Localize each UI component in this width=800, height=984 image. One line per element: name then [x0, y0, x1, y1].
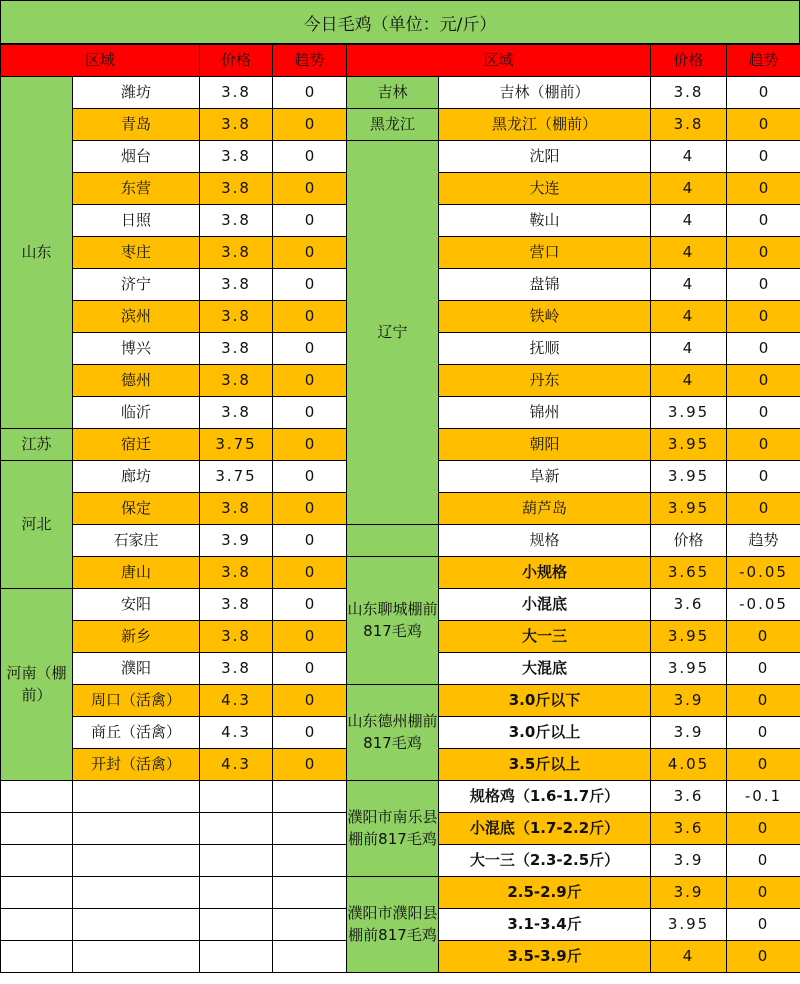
trend-cell: 0	[273, 589, 347, 621]
price-cell: 4.3	[200, 717, 273, 749]
trend-cell: 0	[727, 685, 800, 717]
city-cell: 阜新	[439, 461, 651, 493]
price-cell: 4	[651, 301, 727, 333]
spec-cell: 2.5-2.9斤	[439, 877, 651, 909]
city-cell: 抚顺	[439, 333, 651, 365]
left-price-table	[0, 44, 347, 973]
price-cell: 3.8	[200, 621, 273, 653]
city-cell: 潍坊	[73, 77, 200, 109]
city-cell: 葫芦岛	[439, 493, 651, 525]
price-cell: 3.9	[200, 525, 273, 557]
trend-cell: 0	[273, 461, 347, 493]
price-cell: 3.9	[651, 717, 727, 749]
trend-header: 趋势	[727, 45, 800, 77]
trend-cell: 0	[273, 493, 347, 525]
table-row	[347, 141, 800, 173]
trend-cell: -0.05	[727, 557, 800, 589]
trend-cell: 0	[727, 909, 800, 941]
price-cell: 3.95	[651, 909, 727, 941]
price-cell: 3.8	[200, 205, 273, 237]
trend-cell: 0	[727, 397, 800, 429]
price-cell: 3.8	[200, 653, 273, 685]
spec-header-row	[347, 525, 800, 557]
trend-cell: 0	[273, 269, 347, 301]
price-cell: 3.95	[651, 493, 727, 525]
spec-cell: 3.5斤以上	[439, 749, 651, 781]
sheet-title: 今日毛鸡（单位：元/斤）	[0, 0, 800, 44]
province-cell: 河北	[1, 461, 73, 589]
city-cell: 商丘（活禽）	[73, 717, 200, 749]
trend-cell: 0	[727, 717, 800, 749]
trend-cell: 0	[727, 173, 800, 205]
trend-cell: 0	[727, 461, 800, 493]
city-cell: 东营	[73, 173, 200, 205]
city-cell: 德州	[73, 365, 200, 397]
trend-cell: 0	[273, 653, 347, 685]
trend-cell: 0	[273, 365, 347, 397]
empty-cell	[1, 813, 73, 845]
table-row	[1, 77, 347, 109]
price-cell: 3.95	[651, 397, 727, 429]
city-cell: 济宁	[73, 269, 200, 301]
trend-cell: -0.1	[727, 781, 800, 813]
trend-cell: 0	[727, 941, 800, 973]
table-row	[347, 109, 800, 141]
spec-group-label: 濮阳市濮阳县棚前817毛鸡	[347, 877, 439, 973]
price-cell: 4	[651, 141, 727, 173]
region-header: 区域	[1, 45, 200, 77]
city-cell: 日照	[73, 205, 200, 237]
spec-cell: 3.1-3.4斤	[439, 909, 651, 941]
price-cell: 4.3	[200, 749, 273, 781]
city-cell: 铁岭	[439, 301, 651, 333]
spec-cell: 3.5-3.9斤	[439, 941, 651, 973]
trend-cell: 0	[727, 301, 800, 333]
city-cell: 营口	[439, 237, 651, 269]
price-cell: 3.8	[200, 237, 273, 269]
price-cell: 3.65	[651, 557, 727, 589]
trend-cell: 0	[273, 717, 347, 749]
city-cell: 开封（活禽）	[73, 749, 200, 781]
price-cell: 3.95	[651, 621, 727, 653]
city-cell: 锦州	[439, 397, 651, 429]
price-cell: 3.75	[200, 429, 273, 461]
price-cell: 3.8	[200, 301, 273, 333]
city-cell: 烟台	[73, 141, 200, 173]
price-cell: 3.8	[200, 557, 273, 589]
city-cell: 滨州	[73, 301, 200, 333]
trend-cell: 0	[727, 877, 800, 909]
price-cell: 3.8	[200, 109, 273, 141]
price-cell: 3.8	[200, 397, 273, 429]
price-cell: 4	[651, 237, 727, 269]
empty-row	[1, 813, 347, 845]
trend-cell: 0	[727, 653, 800, 685]
trend-cell: 0	[727, 109, 800, 141]
empty-cell	[200, 813, 273, 845]
spec-row	[347, 877, 800, 909]
province-cell: 黑龙江	[347, 109, 439, 141]
price-cell: 4	[651, 173, 727, 205]
spec-cell: 小混底	[439, 589, 651, 621]
spec-group-label: 濮阳市南乐县棚前817毛鸡	[347, 781, 439, 877]
price-cell: 3.8	[200, 173, 273, 205]
trend-cell: 0	[273, 333, 347, 365]
price-cell: 4.05	[651, 749, 727, 781]
trend-cell: 0	[273, 397, 347, 429]
empty-cell	[73, 909, 200, 941]
province-cell: 河南（棚前）	[1, 589, 73, 781]
trend-cell: 0	[273, 77, 347, 109]
empty-cell	[1, 781, 73, 813]
province-cell: 辽宁	[347, 141, 439, 525]
empty-cell	[200, 909, 273, 941]
province-cell: 江苏	[1, 429, 73, 461]
spec-cell: 大一三	[439, 621, 651, 653]
trend-cell: 0	[273, 301, 347, 333]
spec-cell: 大一三（2.3-2.5斤）	[439, 845, 651, 877]
trend-cell: 0	[727, 205, 800, 237]
city-cell: 临沂	[73, 397, 200, 429]
trend-cell: 0	[727, 429, 800, 461]
region-header: 区域	[347, 45, 651, 77]
trend-cell: -0.05	[727, 589, 800, 621]
city-cell: 青岛	[73, 109, 200, 141]
city-cell: 唐山	[73, 557, 200, 589]
table-row	[1, 429, 347, 461]
city-cell: 新乡	[73, 621, 200, 653]
empty-row	[1, 909, 347, 941]
price-cell: 4	[651, 333, 727, 365]
price-cell: 4.3	[200, 685, 273, 717]
city-cell: 朝阳	[439, 429, 651, 461]
city-cell: 黑龙江（棚前）	[439, 109, 651, 141]
trend-cell: 0	[273, 173, 347, 205]
trend-cell: 0	[273, 429, 347, 461]
price-cell: 3.8	[200, 333, 273, 365]
empty-cell	[273, 909, 347, 941]
city-cell: 鞍山	[439, 205, 651, 237]
spec-row	[347, 781, 800, 813]
trend-cell: 0	[727, 237, 800, 269]
trend-cell: 0	[273, 557, 347, 589]
spec-row	[347, 557, 800, 589]
empty-cell	[200, 877, 273, 909]
price-cell: 4	[651, 365, 727, 397]
price-cell: 3.8	[200, 269, 273, 301]
spec-cell: 小规格	[439, 557, 651, 589]
price-cell: 3.6	[651, 589, 727, 621]
city-cell: 盘锦	[439, 269, 651, 301]
empty-cell	[273, 845, 347, 877]
trend-cell: 0	[273, 237, 347, 269]
empty-cell	[273, 781, 347, 813]
trend-cell: 0	[727, 269, 800, 301]
trend-cell: 0	[727, 493, 800, 525]
spec-header: 规格	[439, 525, 651, 557]
trend-cell: 0	[727, 813, 800, 845]
spec-cell: 规格鸡（1.6-1.7斤）	[439, 781, 651, 813]
trend-cell: 0	[727, 77, 800, 109]
empty-cell	[273, 813, 347, 845]
price-header: 价格	[651, 45, 727, 77]
empty-cell	[273, 877, 347, 909]
price-cell: 3.6	[651, 781, 727, 813]
province-cell: 山东	[1, 77, 73, 429]
spec-group-label: 山东德州棚前817毛鸡	[347, 685, 439, 781]
trend-cell: 0	[273, 205, 347, 237]
price-header: 价格	[200, 45, 273, 77]
spec-cell: 大混底	[439, 653, 651, 685]
trend-cell: 0	[273, 749, 347, 781]
header-row	[347, 45, 800, 77]
city-cell: 宿迁	[73, 429, 200, 461]
empty-cell	[200, 845, 273, 877]
spec-group-blank	[347, 525, 439, 557]
spec-trend-header: 趋势	[727, 525, 800, 557]
trend-header: 趋势	[273, 45, 347, 77]
trend-cell: 0	[727, 365, 800, 397]
table-row	[1, 589, 347, 621]
trend-cell: 0	[727, 333, 800, 365]
empty-cell	[73, 813, 200, 845]
city-cell: 博兴	[73, 333, 200, 365]
right-price-table	[346, 44, 800, 973]
empty-cell	[1, 845, 73, 877]
price-cell: 3.6	[651, 813, 727, 845]
empty-row	[1, 845, 347, 877]
city-cell: 濮阳	[73, 653, 200, 685]
spec-group-label: 山东聊城棚前817毛鸡	[347, 557, 439, 685]
empty-row	[1, 781, 347, 813]
price-cell: 3.9	[651, 877, 727, 909]
city-cell: 大连	[439, 173, 651, 205]
price-cell: 4	[651, 941, 727, 973]
city-cell: 廊坊	[73, 461, 200, 493]
city-cell: 沈阳	[439, 141, 651, 173]
trend-cell: 0	[273, 621, 347, 653]
empty-cell	[1, 909, 73, 941]
price-cell: 3.9	[651, 845, 727, 877]
empty-cell	[273, 941, 347, 973]
province-cell: 吉林	[347, 77, 439, 109]
price-cell: 3.8	[651, 109, 727, 141]
price-cell: 3.75	[200, 461, 273, 493]
empty-row	[1, 941, 347, 973]
trend-cell: 0	[273, 685, 347, 717]
trend-cell: 0	[273, 141, 347, 173]
spec-row	[347, 685, 800, 717]
city-cell: 安阳	[73, 589, 200, 621]
price-cell: 3.8	[200, 141, 273, 173]
city-cell: 石家庄	[73, 525, 200, 557]
city-cell: 枣庄	[73, 237, 200, 269]
empty-row	[1, 877, 347, 909]
empty-cell	[200, 781, 273, 813]
trend-cell: 0	[273, 109, 347, 141]
price-cell: 3.8	[200, 365, 273, 397]
empty-cell	[73, 845, 200, 877]
header-row	[1, 45, 347, 77]
table-row	[347, 77, 800, 109]
price-cell: 3.8	[651, 77, 727, 109]
empty-cell	[73, 781, 200, 813]
price-cell: 3.9	[651, 685, 727, 717]
trend-cell: 0	[273, 525, 347, 557]
trend-cell: 0	[727, 621, 800, 653]
empty-cell	[1, 877, 73, 909]
price-cell: 4	[651, 269, 727, 301]
spec-cell: 小混底（1.7-2.2斤）	[439, 813, 651, 845]
spec-cell: 3.0斤以上	[439, 717, 651, 749]
city-cell: 周口（活禽）	[73, 685, 200, 717]
price-cell: 3.95	[651, 429, 727, 461]
empty-cell	[73, 877, 200, 909]
trend-cell: 0	[727, 141, 800, 173]
price-cell: 3.8	[200, 493, 273, 525]
empty-cell	[73, 941, 200, 973]
city-cell: 吉林（棚前）	[439, 77, 651, 109]
price-cell: 3.95	[651, 653, 727, 685]
trend-cell: 0	[727, 749, 800, 781]
trend-cell: 0	[727, 845, 800, 877]
table-row	[1, 461, 347, 493]
spec-price-header: 价格	[651, 525, 727, 557]
city-cell: 丹东	[439, 365, 651, 397]
price-cell: 3.95	[651, 461, 727, 493]
price-cell: 3.8	[200, 77, 273, 109]
city-cell: 保定	[73, 493, 200, 525]
price-cell: 4	[651, 205, 727, 237]
price-cell: 3.8	[200, 589, 273, 621]
spec-cell: 3.0斤以下	[439, 685, 651, 717]
empty-cell	[200, 941, 273, 973]
empty-cell	[1, 941, 73, 973]
